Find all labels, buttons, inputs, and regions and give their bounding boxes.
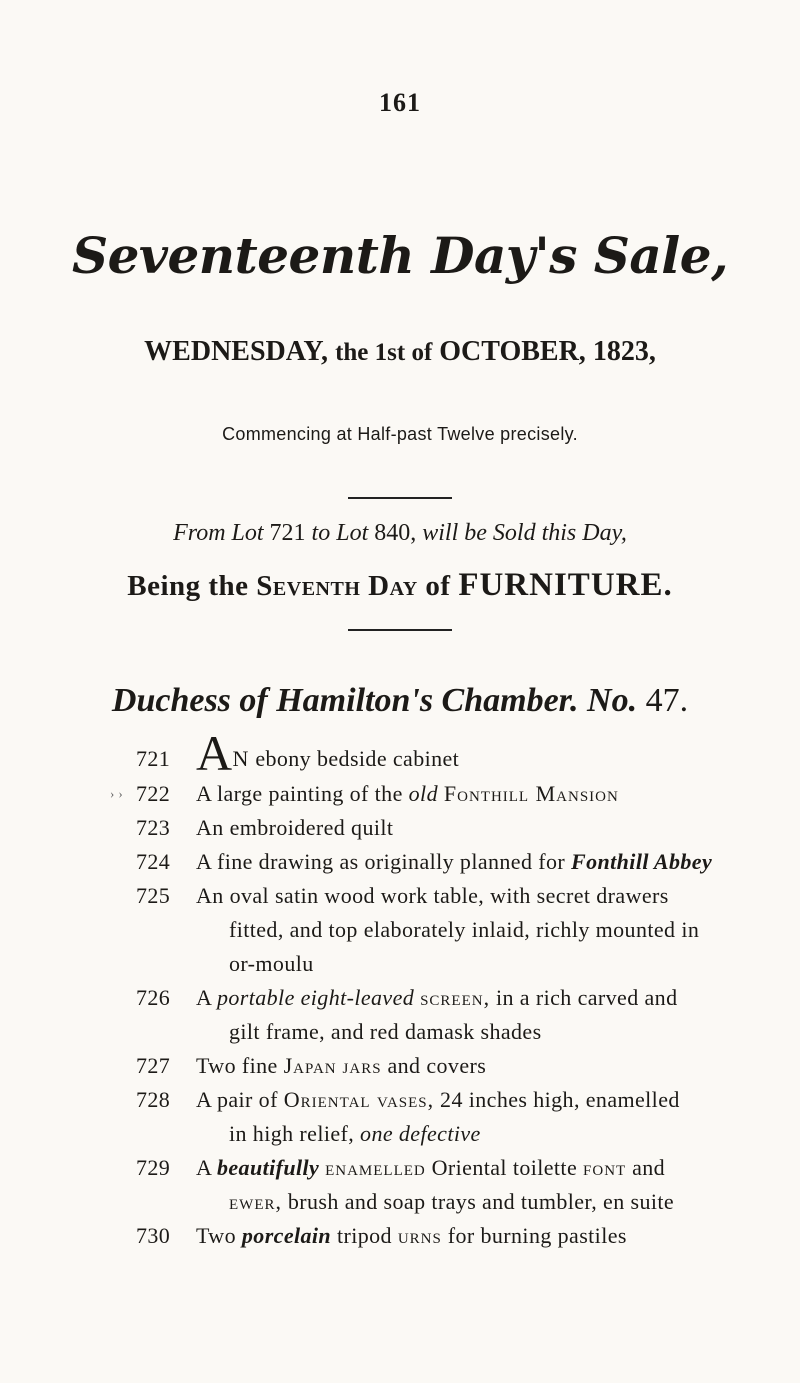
lot-item — [0, 811, 800, 845]
lot-description — [196, 1049, 760, 1083]
divider-rule-bottom — [348, 629, 452, 631]
lot-number: 722 — [136, 781, 171, 806]
lot-list — [0, 725, 800, 1253]
lot-description — [196, 1083, 760, 1151]
lot-text: and — [632, 1155, 666, 1180]
lot-bold-italic-text: beautifully — [216, 1155, 320, 1180]
to-text: to Lot — [311, 520, 369, 546]
lot-line-2: fitted, and top elaborately inlaid, richly mounted in — [229, 917, 700, 942]
lot-caps-text: font — [583, 1155, 627, 1180]
margin-mark: › › — [110, 786, 124, 801]
lot-item — [0, 1083, 800, 1151]
lot-item — [0, 981, 800, 1049]
lot-range-line — [0, 520, 800, 547]
lot-item — [0, 1151, 800, 1219]
sold-suffix: will be Sold this Day, — [422, 520, 627, 546]
lot-text: Oriental toilette — [431, 1155, 578, 1180]
lot-caps-text: ewer, — [229, 1189, 282, 1214]
lot-caps-text: Oriental vases, — [283, 1087, 435, 1112]
lot-text: A — [196, 985, 212, 1010]
day-description — [0, 567, 800, 604]
lot-line-3: or-moulu — [229, 951, 314, 976]
lot-number: 727 — [136, 1053, 171, 1078]
being-subject: FURNITURE. — [458, 567, 673, 603]
lot-line-1: An oval satin wood work table, with secret drawers — [196, 883, 669, 908]
lot-caps-text: urns — [397, 1223, 442, 1248]
room-name: Duchess of Hamilton's Chamber. — [111, 682, 579, 719]
commencing-time: Commencing at Half-past Twelve precisely. — [222, 424, 578, 444]
lot-number: 723 — [136, 815, 171, 840]
being-of: of — [425, 570, 451, 602]
room-no-value: 47. — [645, 682, 689, 719]
lot-caps-text: jars — [342, 1053, 382, 1078]
lot-caps-text: Fonthill Mansion — [443, 781, 619, 806]
sale-date-line — [0, 336, 800, 368]
lot-text: A — [196, 1155, 212, 1180]
lot-number: 725 — [136, 883, 171, 908]
lot-bold-italic-text: Fonthill Abbey — [571, 849, 713, 874]
lot-description — [196, 1151, 760, 1219]
lot-text: and covers — [387, 1053, 487, 1078]
lot-number: 728 — [136, 1087, 171, 1112]
lot-text: in high relief, — [229, 1121, 355, 1146]
drop-initial: A — [196, 725, 233, 781]
from-prefix: From Lot — [173, 520, 264, 546]
lot-text: A pair of — [196, 1087, 278, 1112]
lot-line-2 — [196, 1117, 760, 1151]
lot-caps-text: Japan — [283, 1053, 337, 1078]
lot-italic-text: old — [408, 781, 438, 806]
page-number: 161 — [379, 88, 421, 117]
lot-line-2 — [196, 1185, 760, 1219]
lot-description — [196, 981, 760, 1049]
lot-number: 726 — [136, 985, 171, 1010]
sale-month: OCTOBER, — [439, 336, 586, 367]
lot-description — [196, 845, 760, 879]
lot-text: A large painting of the — [196, 781, 403, 806]
lot-text: ebony bedside cabinet — [255, 746, 460, 771]
lot-text: A fine drawing as originally planned for — [196, 849, 566, 874]
lot-item — [0, 879, 800, 981]
lot-number: 729 — [136, 1155, 171, 1180]
lot-number: 724 — [136, 849, 171, 874]
lot-text: Two fine — [196, 1053, 278, 1078]
lot-text: brush and soap trays and tumbler, en suite — [287, 1189, 675, 1214]
lot-italic-text: one defective — [360, 1121, 481, 1146]
sale-weekday: WEDNESDAY, — [144, 336, 329, 367]
section-heading — [0, 682, 800, 720]
lot-description — [196, 777, 760, 811]
page-title: Seventeenth Day's Sale, — [72, 226, 728, 285]
lot-caps-text: enamelled — [325, 1155, 426, 1180]
being-day: Seventh Day — [256, 570, 418, 602]
lot-bold-italic-text: porcelain — [241, 1223, 332, 1248]
lot-line-2: gilt frame, and red damask shades — [229, 1019, 542, 1044]
room-no-label: No. — [587, 682, 638, 719]
lot-text: in a rich carved and — [496, 985, 678, 1010]
lot-text: for burning pastiles — [447, 1223, 627, 1248]
lot-number: 730 — [136, 1223, 171, 1248]
from-lot: 721 — [269, 520, 306, 546]
lot-item — [0, 845, 800, 879]
being-prefix: Being the — [127, 570, 249, 602]
lot-description — [196, 1219, 760, 1253]
lot-italic-text: portable eight-leaved — [216, 985, 415, 1010]
lot-description — [196, 725, 760, 781]
sale-date-middle: the 1st of — [335, 339, 433, 366]
lot-caps-text: screen, — [420, 985, 491, 1010]
lot-text: tripod — [336, 1223, 392, 1248]
lot-item — [0, 725, 800, 781]
lot-item — [0, 1049, 800, 1083]
lot-text: Two — [196, 1223, 236, 1248]
lot-item — [0, 1219, 800, 1253]
initial-rest: N — [232, 746, 250, 771]
sale-year: 1823, — [592, 336, 656, 367]
lot-number: 721 — [136, 746, 171, 771]
lot-description: An embroidered quilt — [196, 815, 394, 840]
lot-item — [0, 777, 800, 811]
lot-description — [196, 879, 760, 981]
lot-text: 24 inches high, enamelled — [440, 1087, 680, 1112]
to-lot: 840, — [374, 520, 417, 546]
divider-rule-top — [348, 497, 452, 499]
